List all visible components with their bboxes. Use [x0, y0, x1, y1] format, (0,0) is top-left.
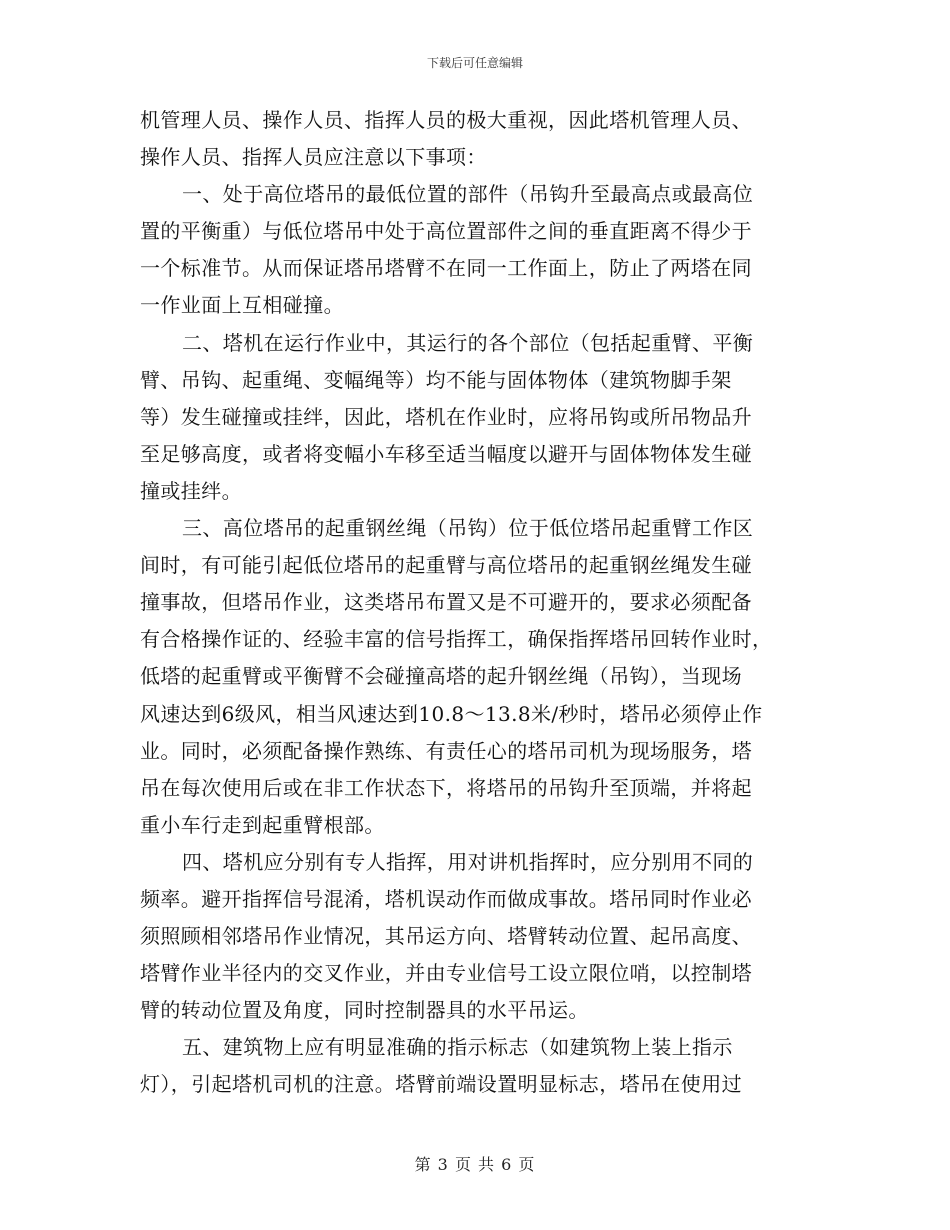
text-line: 间时，有可能引起低位塔吊的起重臂与高位塔吊的起重钢丝绳发生碰 — [140, 553, 752, 578]
text-line: 须照顾相邻塔吊作业情况，其吊运方向、塔臂转动位置、起吊高度、 — [140, 924, 752, 949]
text-line: 塔臂作业半径内的交叉作业，并由专业信号工设立限位哨，以控制塔 — [140, 961, 752, 986]
paragraph — [140, 102, 810, 176]
text-line: 至足够高度，或者将变幅小车移至适当幅度以避开与固体物体发生碰 — [140, 441, 752, 466]
text-line: 业。同时，必须配备操作熟练、有责任心的塔吊司机为现场服务，塔 — [140, 738, 752, 763]
text-line: 操作人员、指挥人员应注意以下事项： — [140, 145, 487, 170]
text-line: 机管理人员、操作人员、指挥人员的极大重视，因此塔机管理人员、 — [140, 108, 752, 132]
paragraph — [140, 510, 810, 844]
paragraph — [140, 325, 810, 510]
text-line: 有合格操作证的、经验丰富的信号指挥工，确保指挥塔吊回转作业时， — [140, 627, 773, 652]
text-line: 置的平衡重）与低位塔吊中处于高位置部件之间的垂直距离不得少于 — [140, 219, 752, 244]
page-header: 下载后可任意编辑 — [426, 56, 523, 70]
text-line: 撞或挂绊。 — [140, 478, 242, 503]
paragraph — [140, 1029, 810, 1103]
text-line: 风速达到6级风，相当风速达到10.8～13.8米/秒时，塔吊必须停止作 — [140, 701, 763, 726]
text-line: 一个标准节。从而保证塔吊塔臂不在同一工作面上，防止了两塔在同 — [140, 256, 752, 281]
text-line: 频率。避开指挥信号混淆，塔机误动作而做成事故。塔吊同时作业必 — [140, 886, 752, 911]
text-line: 四、塔机应分别有专人指挥，用对讲机指挥时，应分别用不同的 — [182, 849, 754, 874]
text-line: 吊在每次使用后或在非工作状态下，将塔吊的吊钩升至顶端，并将起 — [140, 775, 752, 800]
text-line: 一、处于高位塔吊的最低位置的部件（吊钩升至最高点或最高位 — [182, 182, 754, 207]
text-line: 臂、吊钩、起重绳、变幅绳等）均不能与固体物体（建筑物脚手架 — [140, 367, 732, 392]
text-line: 低塔的起重臂或平衡臂不会碰撞高塔的起升钢丝绳（吊钩），当现场 — [140, 664, 742, 689]
page-footer: 第 3 页 共 6 页 — [414, 1155, 536, 1174]
text-line: 五、建筑物上应有明显准确的指示标志（如建筑物上装上指示 — [182, 1035, 733, 1060]
text-line: 重小车行走到起重臂根部。 — [140, 812, 385, 837]
text-line: 等）发生碰撞或挂绊，因此，塔机在作业时，应将吊钩或所吊物品升 — [140, 404, 752, 429]
text-line: 灯），引起塔机司机的注意。塔臂前端设置明显标志，塔吊在使用过 — [140, 1072, 742, 1097]
text-line: 三、高位塔吊的起重钢丝绳（吊钩）位于低位塔吊起重臂工作区 — [182, 516, 754, 541]
paragraph — [140, 176, 810, 324]
text-line: 二、塔机在运行作业中，其运行的各个部位（包括起重臂、平衡 — [182, 330, 754, 355]
text-line: 一作业面上互相碰撞。 — [140, 293, 344, 318]
paragraph — [140, 844, 810, 1029]
text-line: 撞事故，但塔吊作业，这类塔吊布置又是不可避开的，要求必须配备 — [140, 590, 752, 615]
document-body — [140, 102, 810, 1104]
text-line: 臂的转动位置及角度，同时控制器具的水平吊运。 — [140, 998, 589, 1023]
